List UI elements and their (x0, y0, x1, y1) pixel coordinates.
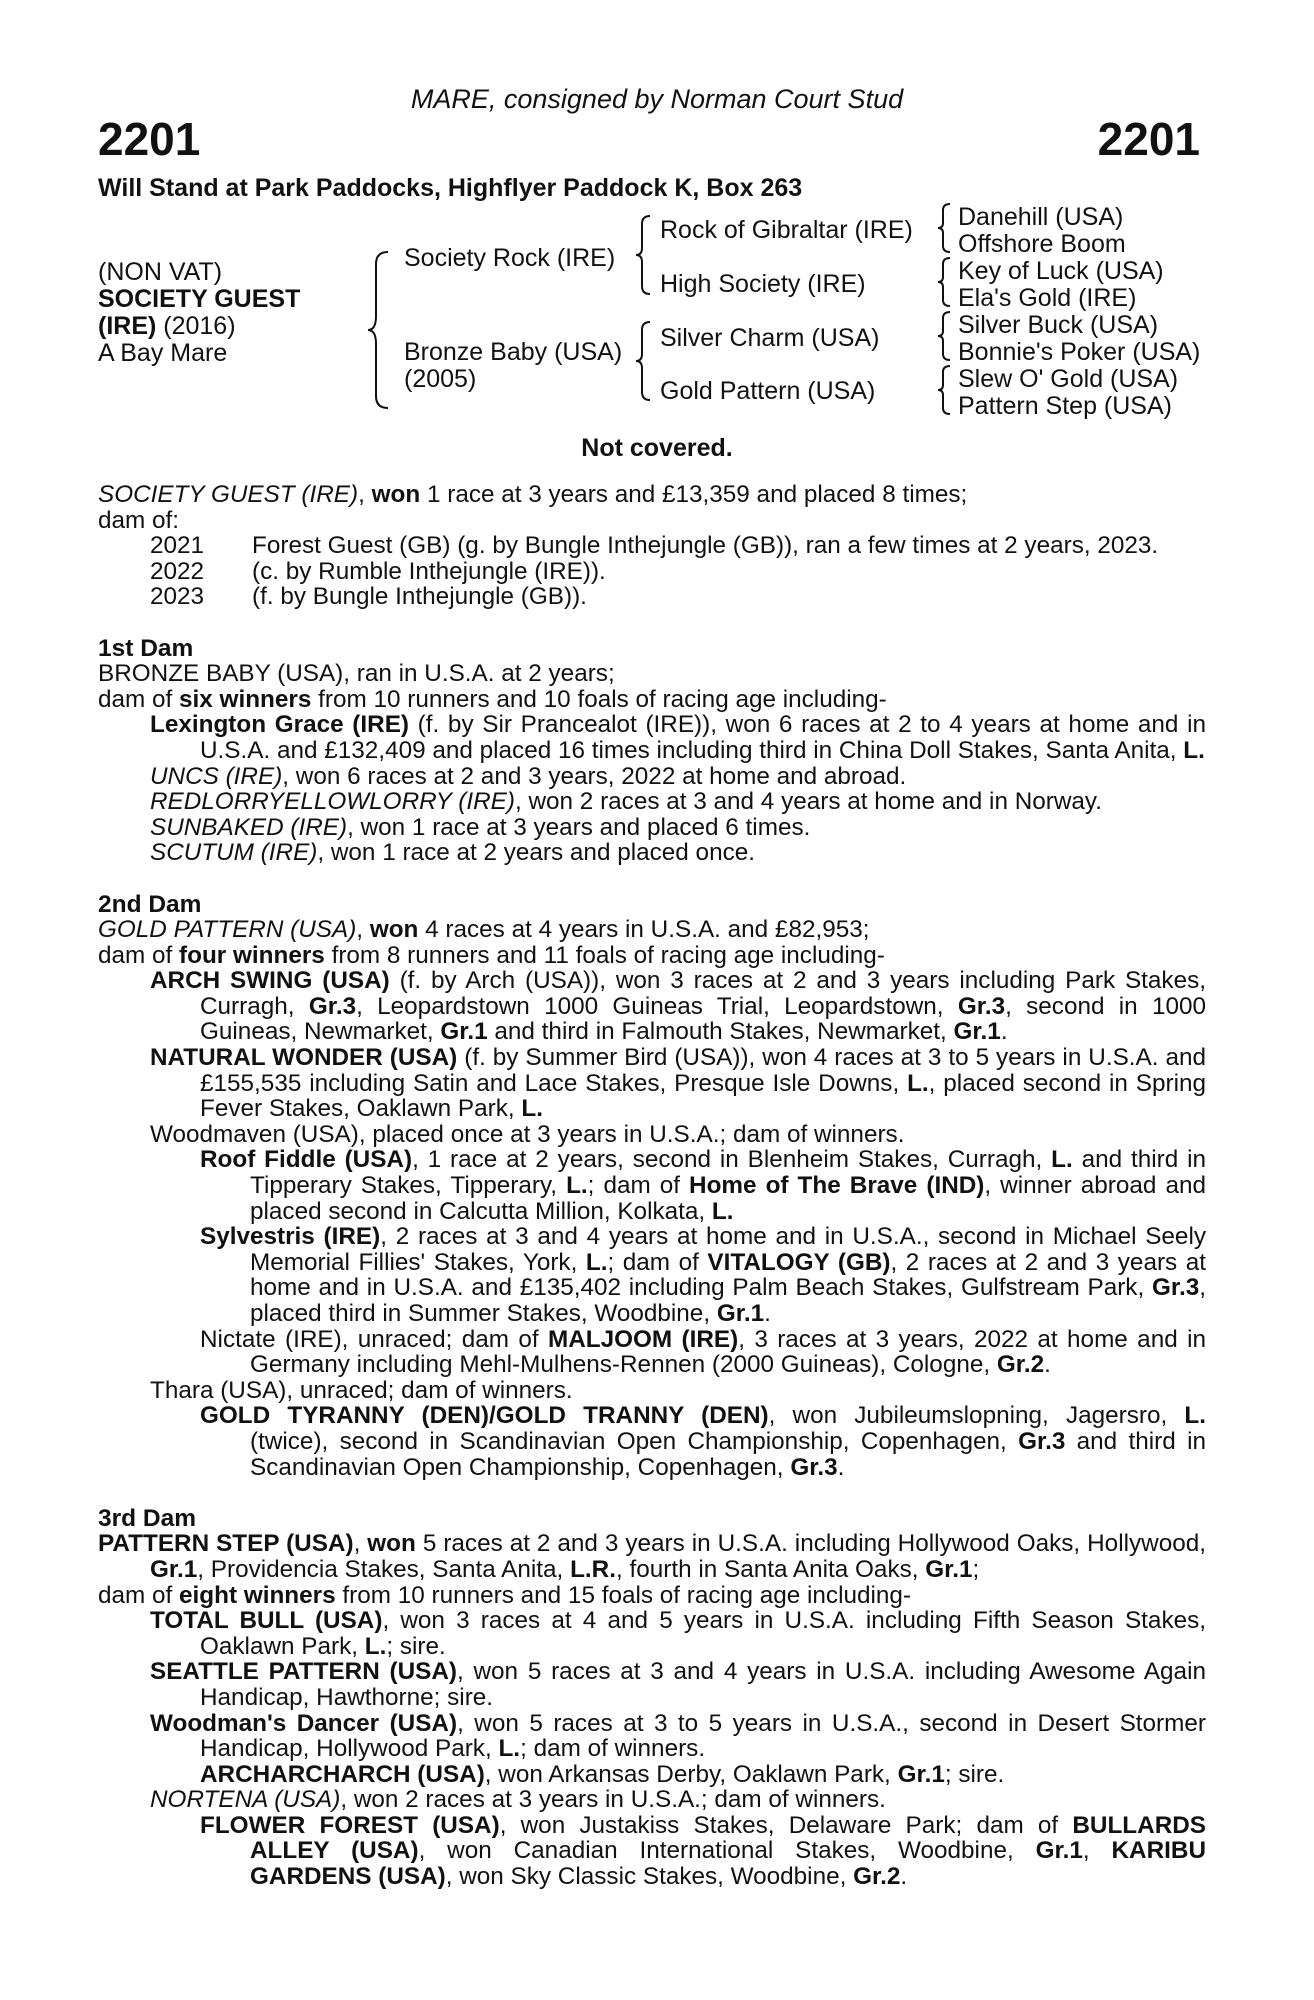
produce-row (98, 533, 1206, 559)
lot-number-left: 2201 (98, 113, 201, 165)
sire-sire: Rock of Gibraltar (IRE) (660, 216, 913, 244)
progeny-scutum: SCUTUM (IRE), won 1 race at 2 years and placed once. (150, 839, 755, 867)
produce-row (98, 584, 1206, 610)
ancestor-silver-buck: Silver Buck (USA) (958, 311, 1159, 339)
progeny-redlorryyellowlorry: REDLORRYELLOWLORRY (IRE), won 2 races at 3 and 4 years at home and in Norway. (150, 788, 1103, 816)
ancestor-offshore-boom: Offshore Boom (958, 230, 1126, 258)
progeny-sunbaked: SUNBAKED (IRE), won 1 race at 3 years and placed 6 times. (150, 813, 811, 841)
progeny-nortena: NORTENA (USA), won 2 races at 3 years in U.S.A.; dam of winners. (150, 1786, 886, 1814)
pedigree-brace-dam (636, 320, 652, 402)
ancestor-bonnies-poker: Bonnie's Poker (USA) (958, 338, 1201, 366)
horse-description: A Bay Mare (98, 339, 228, 367)
mare-name: SOCIETY GUEST (IRE) (98, 481, 359, 508)
progeny-seattle-pattern: SEATTLE PATTERN (USA), won 5 races at 3 and 4 years in U.S.A. including Awesome Again Handicap, Hawthorne; sire. (150, 1658, 1206, 1711)
horse-country: (IRE) (98, 312, 157, 340)
pedigree-brace-g4 (938, 364, 952, 416)
produce-row (98, 559, 1206, 585)
second-dam-record: GOLD PATTERN (USA), won 4 races at 4 years in U.S.A. and £82,953; (98, 916, 870, 944)
third-dam-summary: dam of eight winners from 10 runners and 15 foals of racing age including- (98, 1581, 912, 1609)
produce-text: (f. by Bungle Inthejungle (GB)). (252, 583, 587, 611)
pedigree-brace-main (368, 250, 390, 410)
first-dam-summary: dam of six winners from 10 runners and 10 foals of racing age including- (98, 685, 887, 713)
produce-year: 2023 (150, 583, 205, 611)
progeny-flower-forest: FLOWER FOREST (USA), won Justakiss Stakes, Delaware Park; dam of BULLARDS ALLEY (USA), won Canadian International Stakes, Woodbine, Gr.1, KARIBU GARDENS (USA), won Sky Classic Stakes, Woodbine, Gr.2. (200, 1811, 1206, 1891)
progeny-gold-tyranny: GOLD TYRANNY (DEN)/GOLD TRANNY (DEN), won Jubileumslopning, Jagersro, L. (twice), second in Scandinavian Open Championship, Copenhagen, Gr.3 and third in Scandinavian Open Championship, Copenhagen, Gr.3. (200, 1402, 1207, 1481)
pedigree-brace-sire (636, 214, 652, 296)
pedigree-brace-g2 (938, 256, 952, 308)
progeny-nictate: Nictate (IRE), unraced; dam of MALJOOM (IRE), 3 races at 3 years, 2022 at home and in Germany including Mehl-Mulhens-Rennen (2000 Guineas), Cologne, Gr.2. (200, 1325, 1206, 1379)
dam-of-label: dam of: (98, 506, 180, 534)
produce-text: Forest Guest (GB) (g. by Bungle Inthejungle (GB)), ran a few times at 2 years, 2023. (252, 532, 1159, 560)
third-dam-record: PATTERN STEP (USA), won 5 races at 2 and 3 years in U.S.A. including Hollywood Oaks, Hollywood, Gr.1, Providencia Stakes, Santa Anita, L.R., fourth in Santa Anita Oaks, Gr.1; (98, 1530, 1206, 1583)
produce-text: (c. by Rumble Inthejungle (IRE)). (252, 557, 606, 585)
lot-number-right: 2201 (1097, 113, 1200, 165)
first-dam-line: BRONZE BABY (USA), ran in U.S.A. at 2 years; (98, 660, 615, 688)
second-dam-heading: 2nd Dam (98, 890, 202, 918)
horse-year: (2016) (156, 312, 236, 340)
dam-sire: Silver Charm (USA) (660, 324, 880, 352)
progeny-sylvestris: Sylvestris (IRE), 2 races at 3 and 4 years at home and in U.S.A., second in Michael Seely Memorial Fillies' Stakes, York, L.; dam of VITALOGY (GB), 2 races at 2 and 3 years at home and in U.S.A. and £135,402 including Palm Beach Stakes, Gulfstream Park, Gr.3, placed third in Summer Stakes, Woodbine, Gr.1. (200, 1223, 1207, 1327)
third-dam-heading: 3rd Dam (98, 1504, 197, 1532)
standing-location: Will Stand at Park Paddocks, Highflyer Paddock K, Box 263 (98, 174, 803, 202)
vat-status: (NON VAT) (98, 258, 223, 286)
pedigree-brace-g1 (938, 202, 952, 254)
ancestor-elas-gold: Ela's Gold (IRE) (958, 284, 1137, 312)
sire: Society Rock (IRE) (404, 244, 616, 272)
ancestor-pattern-step: Pattern Step (USA) (958, 392, 1172, 420)
progeny-lexington-grace: Lexington Grace (IRE) (f. by Sir Prancealot (IRE)), won 6 races at 2 to 4 years at home and in U.S.A. and £132,409 and placed 16 times including third in China Doll Stakes, Santa Anita, L. (150, 711, 1207, 764)
progeny-woodmaven: Woodmaven (USA), placed once at 3 years in U.S.A.; dam of winners. (150, 1120, 905, 1148)
mare-record: SOCIETY GUEST (IRE), won 1 race at 3 years and £13,359 and placed 8 times; (98, 481, 968, 508)
ancestor-key-of-luck: Key of Luck (USA) (958, 257, 1164, 285)
dam-year: (2005) (404, 365, 477, 393)
horse-name: SOCIETY GUEST (98, 285, 301, 313)
ancestor-slew-o-gold: Slew O' Gold (USA) (958, 365, 1179, 393)
mare-record-text: 1 race at 3 years and £13,359 and placed 8 times; (420, 481, 968, 508)
catalogue-body (98, 482, 1206, 1890)
dam: Bronze Baby (USA) (404, 338, 623, 366)
produce-year: 2021 (150, 532, 205, 560)
won-label: won (371, 481, 421, 508)
ancestor-danehill: Danehill (USA) (958, 203, 1124, 231)
progeny-total-bull: TOTAL BULL (USA), won 3 races at 4 and 5 years in U.S.A. including Fifth Season Stakes, Oaklawn Park, L.; sire. (150, 1607, 1207, 1660)
dam-dam: Gold Pattern (USA) (660, 377, 876, 405)
sire-dam: High Society (IRE) (660, 270, 866, 298)
pedigree-brace-g3 (938, 310, 952, 362)
progeny-uncs: UNCS (IRE), won 6 races at 2 and 3 years, 2022 at home and abroad. (150, 762, 907, 790)
progeny-archarcharch: ARCHARCHARCH (USA), won Arkansas Derby, Oaklawn Park, Gr.1; sire. (200, 1760, 1005, 1788)
covering-status: Not covered. (581, 434, 733, 462)
progeny-arch-swing: ARCH SWING (USA) (f. by Arch (USA)), won 3 races at 2 and 3 years including Park Stakes, Curragh, Gr.3, Leopardstown 1000 Guineas Trial, Leopardstown, Gr.3, second in 1000 Guineas, Newmarket, Gr.1 and third in Falmouth Stakes, Newmarket, Gr.1. (150, 967, 1207, 1046)
progeny-natural-wonder: NATURAL WONDER (USA) (f. by Summer Bird (USA)), won 4 races at 3 to 5 years in U.S.A. and £155,535 including Satin and Lace Stakes, Presque Isle Downs, L., placed second in Spring Fever Stakes, Oaklawn Park, L. (150, 1044, 1207, 1123)
progeny-thara: Thara (USA), unraced; dam of winners. (150, 1376, 573, 1404)
progeny-woodmans-dancer: Woodman's Dancer (USA), won 5 races at 3 to 5 years in U.S.A., second in Desert Stormer Handicap, Hollywood Park, L.; dam of winners. (150, 1709, 1206, 1763)
produce-year: 2022 (150, 557, 205, 585)
second-dam-summary: dam of four winners from 8 runners and 11 foals of racing age including- (98, 941, 885, 969)
first-dam-heading: 1st Dam (98, 634, 194, 662)
horse-name-line2 (98, 312, 236, 340)
consignment-subtitle: MARE, consigned by Norman Court Stud (410, 84, 904, 114)
progeny-roof-fiddle: Roof Fiddle (USA), 1 race at 2 years, second in Blenheim Stakes, Curragh, L. and third in Tipperary Stakes, Tipperary, L.; dam of Home of The Brave (IND), winner abroad and placed second in Calcutta Million, Kolkata, L. (200, 1146, 1206, 1225)
